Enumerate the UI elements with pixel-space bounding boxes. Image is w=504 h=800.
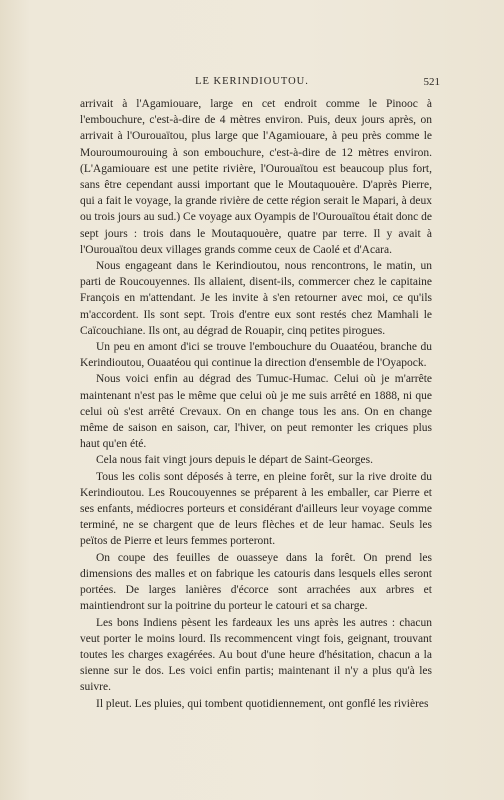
paragraph-2: Nous engageant dans le Kerindioutou, nous rencontrons, le matin, un parti de Roucouyennes. Ils allaient, disent-ils, commercer chez le capitaine François en m'attendant. Je les invite à s'en retourner avec moi, ce qu'ils m'accordent. Ils sont sept. Trois d'entre eux sont restés chez Mamhali le Caïcouchiane. Ils ont, au dégrad de Rouapir, cinq petites pirogues. xyxy=(80,260,432,337)
paragraph-8: Les bons Indiens pèsent les fardeaux les uns après les autres : chacun veut porter le moins lourd. Ils recommencent vingt fois, geignant, trouvant toutes les charges exagérées. Au bout d'une heure d'hésitation, chacun a la sienne sur le dos. Les voici enfin partis; maintenant il n'y a plus qu'à les suivre. xyxy=(80,616,432,694)
paragraph-3: Un peu en amont d'ici se trouve l'embouchure du Ouaatéou, branche du Kerindioutou, Ouaatéou qui continue la direction d'ensemble de l'Oyapock. xyxy=(80,341,432,370)
paragraph-4: Nous voici enfin au dégrad des Tumuc-Humac. Celui où je m'arrête maintenant n'est pas le même que celui où je me suis arrêté en 1888, ni que celui où s'est arrêté Crevaux. On en change tous les ans. On en change même de saison en saison, car, l'hiver, on peut remonter les criques plus haut qu'en été. xyxy=(80,373,432,451)
running-head: LE KERINDIOUTOU. xyxy=(195,76,309,87)
paragraph-7: On coupe des feuilles de ouasseye dans la forêt. On prend les dimensions des malles et on fabrique les catouris dans lesquels elles seront portées. De larges lanières d'écorce sont arrachées aux arbres et maintiendront sur la poitrine du porteur le catouri et sa charge. xyxy=(80,551,432,613)
page-number: 521 xyxy=(423,76,440,88)
paragraph-6: Tous les colis sont déposés à terre, en pleine forêt, sur la rive droite du Kerindioutou. Les Roucouyennes se préparent à les emballer, car Pierre et ses enfants, médiocres porteurs et considérant d'ailleurs leur voyage comme terminé, ne se chargent que de leurs flèches et de leur hamac. Seuls les peïtos de Pierre et leurs femmes porteront. xyxy=(80,470,432,548)
page-header xyxy=(0,76,504,92)
paragraph-1: arrivait à l'Agamiouare, large en cet endroit comme le Pinooc à l'embouchure, c'est-à-dire de 4 mètres environ. Puis, deux jours après, on arrivait à l'Ourouaïtou, plus large que l'Agamiouare, à peu près comme le Mouroumourouing à son embouchure, c'est-à-dire de 12 mètres environ. (L'Agamiouare est une petite rivière, l'Ourouaïtou est beaucoup plus fort, sans être cependant aussi important que le Moutaquouère. D'après Pierre, qui a fait le voyage, la grande rivière de cette région serait le Mapari, à deux ou trois jours au sud.) Ce voyage aux Oyampis de l'Ourouaïtou était donc de sept jours : trois dans le Moutaquouère, quatre par terre. Il y avait à l'Ourouaïtou deux villages grands comme ceux de Caolé et d'Acara. xyxy=(80,98,432,256)
paragraph-9: Il pleut. Les pluies, qui tombent quotidiennement, ont gonflé les rivières xyxy=(96,697,429,710)
paragraph-5: Cela nous fait vingt jours depuis le départ de Saint-Georges. xyxy=(96,454,374,467)
body-text xyxy=(80,96,432,712)
